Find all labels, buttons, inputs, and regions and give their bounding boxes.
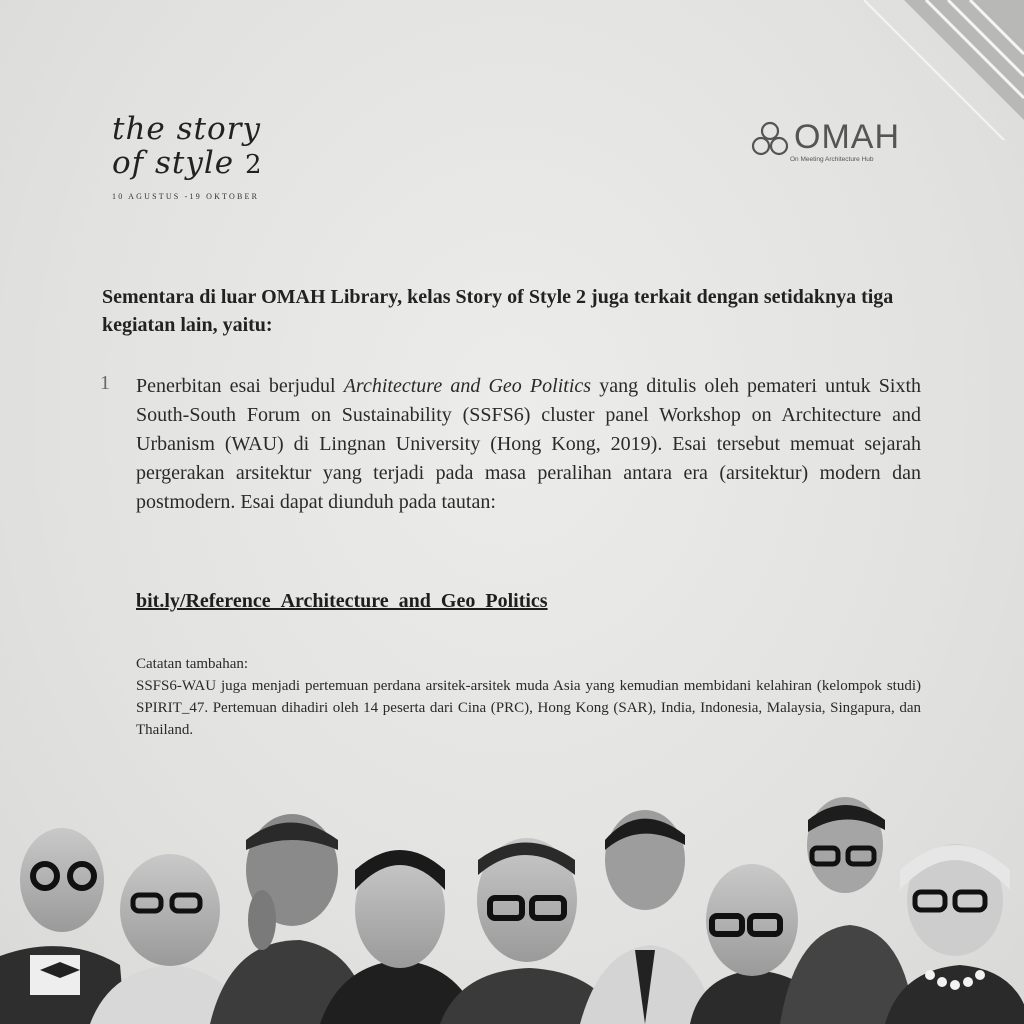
item-text-before: Penerbitan esai berjudul [136,375,344,397]
triple-circle-logo-icon [750,120,790,160]
title-line-2-text: of style [112,145,235,181]
title-line-1: the story [112,111,261,147]
note-body: SSFS6-WAU juga menjadi pertemuan perdana arsitek-arsitek muda Asia yang kemudian membidani kelahiran (kelompok studi) SPIRIT_47. Pertemuan dihadiri oleh 14 peserta dari Cina (PRC), Hong Kong (SAR), India, Indonesia, Malaysia, Singapura, dan Thailand. [136,678,921,738]
portrait-8 [780,797,915,1024]
logo-wordmark: OMAH [794,118,900,156]
essay-download-link[interactable]: bit.ly/Reference_Architecture_and_Geo_Politics [136,590,548,612]
essay-title: Architecture and Geo Politics [343,375,592,397]
portrait-6 [580,810,715,1024]
additional-note [136,653,921,741]
omah-logo [750,118,910,166]
intro-text: Sementara di luar OMAH Library, kelas Story of Style 2 juga terkait dengan setidaknya tiga kegiatan lain, yaitu: [102,286,894,336]
logo-tagline: On Meeting Architecture Hub [790,156,874,163]
title-line-2 [112,146,312,182]
architect-portraits-photo [0,790,1024,1024]
item-paragraph [136,372,921,517]
portrait-9 [885,844,1024,1024]
list-number: 1 [100,372,110,394]
event-dates: 10 AGUSTUS -19 OKTOBER [112,192,260,201]
note-heading: Catatan tambahan: [136,656,249,672]
item-text-after: yang ditulis oleh pemateri untuk Sixth South-South Forum on Sustainability (SSFS6) cluster panel Workshop on Architecture and Urbanism (WAU) di Lingnan University (Hong Kong, 2019). Esai tersebut memuat sejarah pergerakan arsitektur yang terjadi pada masa peralihan antara era (arsitektur) modern dan postmodern. Esai dapat diunduh pada tautan: [136,375,922,513]
title-number: 2 [245,150,263,180]
event-title-block [112,112,312,201]
portrait-1 [0,828,125,1024]
